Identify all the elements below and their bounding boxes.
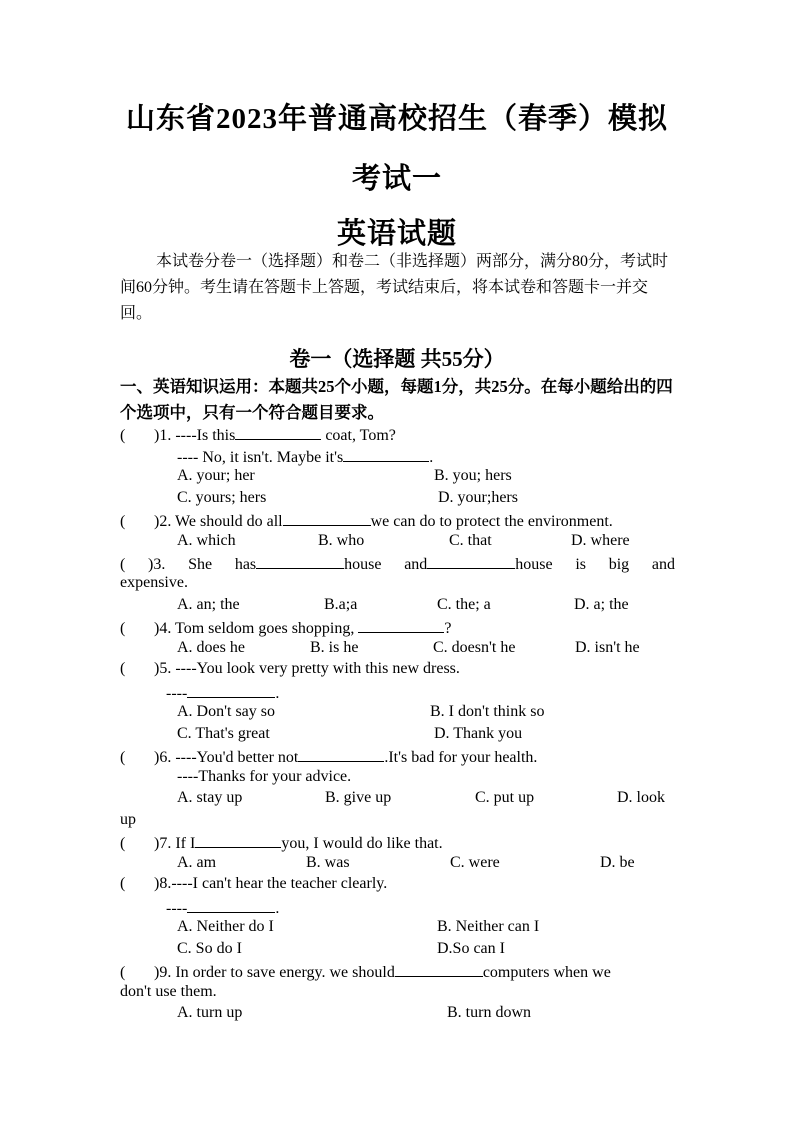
option-c: C. that — [449, 532, 492, 549]
question-1-reply: ---- No, it isn't. Maybe it's . — [177, 446, 433, 467]
question-9-continued: don't use them. — [120, 983, 217, 1000]
option-b: B. Neither can I — [437, 918, 540, 935]
option-b: B. turn down — [447, 1004, 531, 1021]
question-8: ( )8.----I can't hear the teacher clearly. — [120, 875, 388, 892]
question-7: ( )7. If I you, I would do like that. — [120, 832, 443, 853]
answer-blank — [195, 832, 281, 848]
question-6: ( )6. ----You'd better not .It's bad for your health. — [120, 746, 537, 767]
option-d: D. look — [617, 789, 665, 806]
question-5: ( )5. ----You look very pretty with this new dress. — [120, 660, 460, 677]
answer-blank — [427, 553, 515, 569]
option-c: C. doesn't he — [433, 639, 516, 656]
option-d: D. your;hers — [438, 489, 518, 506]
question-4: ( )4. Tom seldom goes shopping, ? — [120, 617, 451, 638]
answer-blank — [283, 510, 371, 526]
option-d: D. a; the — [574, 596, 629, 613]
answer-blank — [187, 682, 275, 698]
option-b: B.a;a — [324, 596, 358, 613]
option-d: D. be — [600, 854, 635, 871]
answer-blank — [256, 553, 344, 569]
option-c: C. That's great — [177, 725, 270, 742]
answer-blank — [395, 961, 483, 977]
option-c: C. were — [450, 854, 500, 871]
option-c: C. put up — [475, 789, 535, 806]
option-b: B. you; hers — [434, 467, 512, 484]
exam-title-line1: 山东省2023年普通高校招生（春季）模拟 — [125, 103, 668, 135]
answer-blank — [298, 746, 384, 762]
exam-instructions: 本试卷分卷一（选择题）和卷二（非选择题）两部分，满分80分，考试时间60分钟。考生请在答题卡上答题，考试结束后，将本试卷和答题卡一并交回。 — [120, 253, 669, 322]
option-b: B. I don't think so — [430, 703, 545, 720]
answer-blank — [187, 897, 275, 913]
question-9: ( )9. In order to save energy. we should computers when we — [120, 961, 611, 982]
option-d: D. where — [571, 532, 630, 549]
answer-blank — [343, 446, 429, 462]
option-b: B. is he — [310, 639, 359, 656]
answer-blank — [358, 617, 444, 633]
option-a: A. turn up — [177, 1004, 243, 1021]
option-b: B. give up — [325, 789, 392, 806]
option-a: A. am — [177, 854, 217, 871]
option-b: B. who — [318, 532, 365, 549]
option-c: C. yours; hers — [177, 489, 267, 506]
option-a: A. does he — [177, 639, 245, 656]
option-a: A. Neither do I — [177, 918, 274, 935]
exam-title-line2: 考试一 — [351, 163, 442, 195]
part-instruction: 一、英语知识运用：本题共25个小题，每题1分，共25分。在每小题给出的四个选项中，只有一个符合题目要求。 — [120, 377, 673, 422]
option-d: D.So can I — [437, 940, 505, 957]
option-c: C. So do I — [177, 940, 242, 957]
option-c: C. the; a — [437, 596, 491, 613]
question-6-reply: ----Thanks for your advice. — [177, 768, 352, 785]
section-title: 卷一（选择题 共55分） — [289, 347, 505, 371]
question-3: ( )3. She has house and house is big and — [120, 553, 675, 574]
question-5-reply: ---- . — [166, 682, 279, 703]
option-a: A. which — [177, 532, 236, 549]
exam-subject: 英语试题 — [336, 218, 457, 250]
answer-blank — [235, 424, 321, 440]
question-6-continued: up — [120, 811, 136, 828]
option-a: A. Don't say so — [177, 703, 275, 720]
option-d: D. isn't he — [575, 639, 640, 656]
option-a: A. stay up — [177, 789, 243, 806]
question-2: ( )2. We should do all we can do to protect the environment. — [120, 510, 613, 531]
option-d: D. Thank you — [434, 725, 523, 742]
question-3-continued: expensive. — [120, 574, 188, 591]
option-a: A. an; the — [177, 596, 240, 613]
question-8-reply: ---- . — [166, 897, 279, 918]
option-b: B. was — [306, 854, 350, 871]
option-a: A. your; her — [177, 467, 255, 484]
question-1: ( )1. ----Is this coat, Tom? — [120, 424, 396, 445]
